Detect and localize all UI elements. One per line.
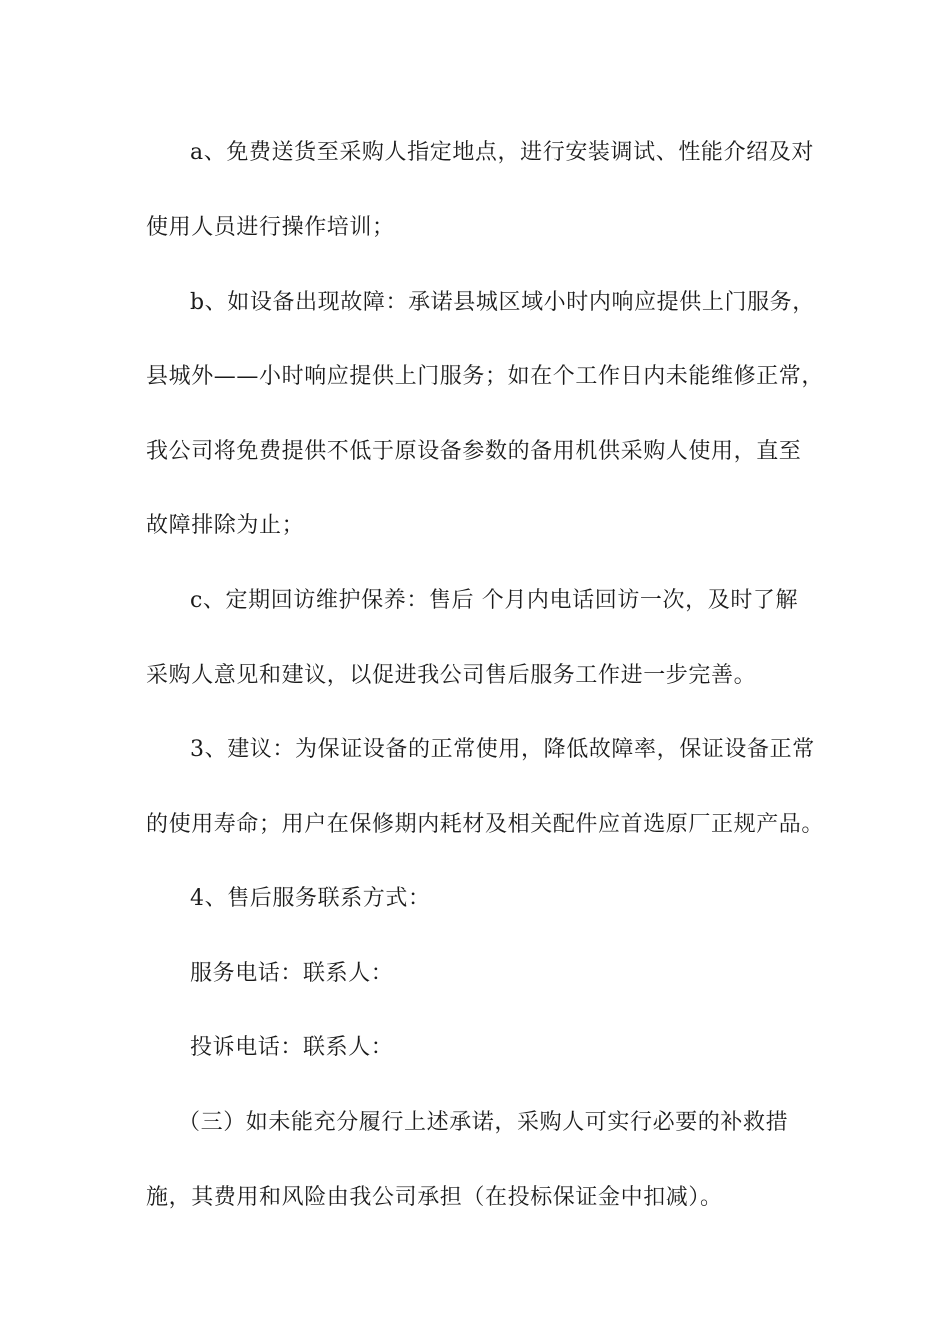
paragraph-a-line-1: a、免费送货至采购人指定地点，进行安装调试、性能介绍及对 — [190, 140, 814, 165]
paragraph-a-line-2: 使用人员进行操作培训； — [146, 215, 395, 240]
service-phone-line: 服务电话：联系人： — [190, 961, 394, 986]
paragraph-b-line-2: 县城外——小时响应提供上门服务；如在个工作日内未能维修正常， — [146, 364, 825, 389]
paragraph-b-line-3: 我公司将免费提供不低于原设备参数的备用机供采购人使用，直至 — [146, 439, 802, 464]
paragraph-c-line-1: c、定期回访维护保养：售后 个月内电话回访一次，及时了解 — [190, 588, 799, 613]
paragraph-c-line-2: 采购人意见和建议，以促进我公司售后服务工作进一步完善。 — [146, 663, 757, 688]
paragraph-3-line-2: 的使用寿命；用户在保修期内耗材及相关配件应首选原厂正规产品。 — [146, 812, 825, 837]
paragraph-three-line-1: （三）如未能充分履行上述承诺，采购人可实行必要的补救措 — [178, 1110, 789, 1135]
paragraph-4-heading: 4、售后服务联系方式： — [190, 886, 431, 911]
paragraph-b-line-4: 故障排除为止； — [146, 513, 305, 538]
paragraph-b-line-1: b、如设备出现故障：承诺县城区域小时内响应提供上门服务， — [190, 290, 815, 315]
complaint-phone-line: 投诉电话：联系人： — [190, 1035, 394, 1060]
paragraph-3-line-1: 3、建议：为保证设备的正常使用，降低故障率，保证设备正常 — [190, 737, 815, 762]
paragraph-three-line-2: 施，其费用和风险由我公司承担（在投标保证金中扣减）。 — [146, 1185, 723, 1210]
